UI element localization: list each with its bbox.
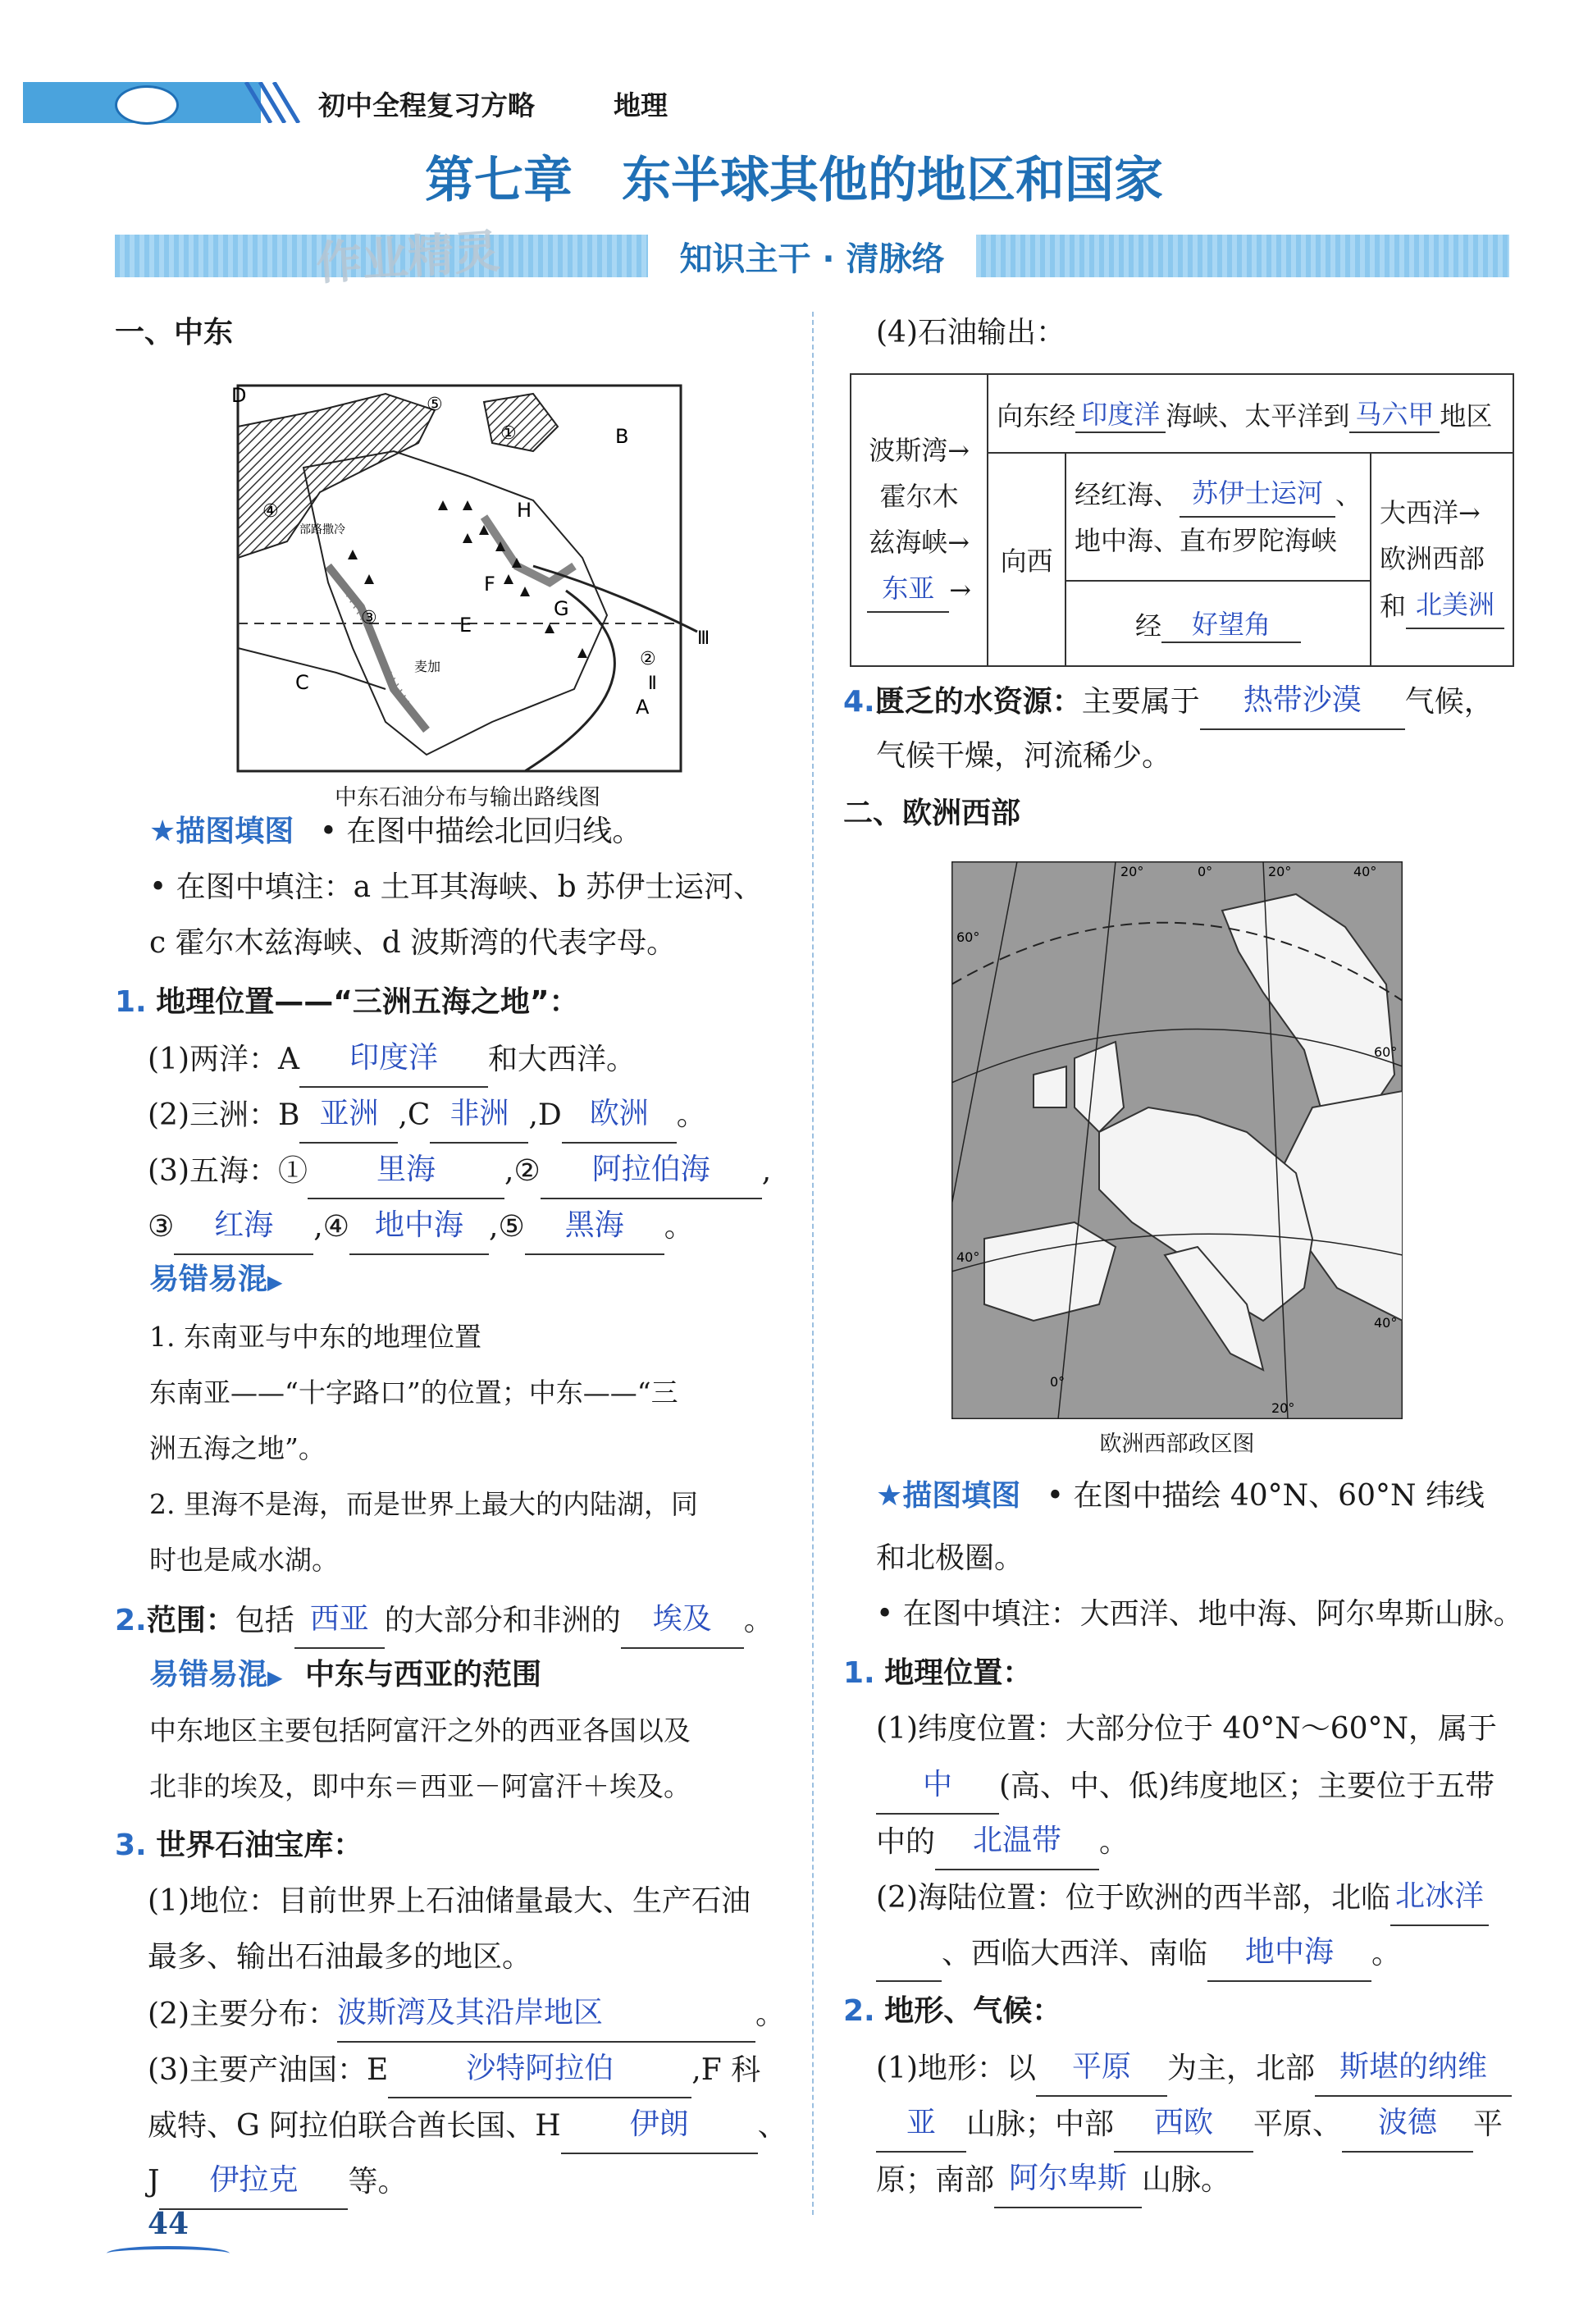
tip1-arrow-icon: ▶	[267, 1271, 283, 1294]
q1-3-end1: ,	[761, 1154, 772, 1188]
map1-label-n1: ①	[500, 423, 517, 444]
map1-label-n4: ④	[262, 501, 279, 522]
map2-lat60-left: 60°	[956, 929, 980, 945]
p2-1-answer-4[interactable]: 波德	[1342, 2095, 1473, 2153]
p1-1b-line	[876, 1757, 1494, 1815]
q3-1a: (1)地位：目前世界上石油储量最大、生产石油	[148, 1884, 751, 1918]
q4b-number: 4.	[843, 685, 875, 719]
q1-3-answer-3[interactable]: 红海	[174, 1198, 313, 1255]
table-west-label: 向西	[988, 453, 1066, 666]
table-east-answer-2[interactable]: 马六甲	[1349, 394, 1440, 433]
oil-export-table	[850, 373, 1514, 667]
map1-caption: 中东石油分布与输出路线图	[335, 785, 600, 810]
q1-heading	[115, 975, 579, 1030]
section1-title: 一、中东	[115, 316, 234, 349]
q3-3-line	[148, 2041, 760, 2098]
r-draw-task-1a: • 在图中描绘 40°N、60°N 纬线	[1046, 1479, 1485, 1513]
tip1-2: 东南亚——“十字路口”的位置；中东——“三	[149, 1377, 678, 1409]
q3-3-answer-j[interactable]: 伊拉克	[159, 2153, 348, 2210]
map1-label-g: G	[554, 597, 569, 620]
q3-title: 世界石油宝库：	[156, 1829, 363, 1862]
table-origin-2: 霍尔木	[879, 481, 959, 512]
q1-3-answer-1[interactable]: 里海	[308, 1142, 504, 1199]
q4b-line	[843, 673, 1494, 730]
q1-3-answer-5[interactable]: 黑海	[525, 1198, 664, 1255]
q1-2-mid1: ,C	[398, 1098, 431, 1132]
tip2-label-line	[149, 1647, 541, 1705]
p1-2-answer-1-tail	[876, 1924, 942, 1982]
table-dest-1: 大西洋→	[1379, 496, 1481, 528]
q2-end: 。	[743, 1604, 773, 1637]
q1-title: 地理位置——“三洲五海之地”：	[156, 985, 579, 1019]
q3-3-answer-e[interactable]: 沙特阿拉伯	[388, 2041, 691, 2098]
p1-1b: (高、中、低)纬度地区；主要位于五带	[999, 1769, 1495, 1803]
table-east-prefix: 向东经	[997, 400, 1076, 431]
q3-3c-line	[148, 2153, 407, 2210]
p2-heading	[843, 1984, 1061, 2039]
q2-answer-1[interactable]: 西亚	[294, 1591, 385, 1649]
q1-2-answer-c[interactable]: 非洲	[430, 1086, 528, 1144]
table-dest-answer[interactable]: 北美洲	[1406, 582, 1504, 629]
map2-lat60-right: 60°	[1374, 1044, 1398, 1060]
q1-2-mid2: ,D	[528, 1098, 562, 1132]
table-east-answer-1[interactable]: 印度洋	[1075, 394, 1166, 433]
book-icon	[107, 2246, 230, 2261]
tip1-3: 洲五海之地”。	[149, 1432, 326, 1464]
map2-lat40-right: 40°	[1374, 1315, 1398, 1331]
p2-1a: (1)地形：以	[876, 2052, 1036, 2085]
p1-2a: (2)海陆位置：位于欧洲的西半部，北临	[876, 1881, 1390, 1915]
q1-3-answer-2[interactable]: 阿拉伯海	[541, 1142, 762, 1199]
q1-3-mid4: ,⑤	[489, 1210, 525, 1244]
p1-1a: (1)纬度位置：大部分位于 40°N～60°N，属于	[876, 1712, 1498, 1746]
r-draw-task-2: • 在图中填注：大西洋、地中海、阿尔卑斯山脉。	[876, 1597, 1523, 1631]
q1-3b-prefix: ③	[148, 1210, 175, 1244]
q3-3c-end: 等。	[348, 2165, 408, 2198]
tip2-2: 北非的埃及，即中东＝西亚－阿富汗＋埃及。	[149, 1770, 691, 1802]
p1-title: 地理位置：	[884, 1656, 1033, 1690]
table-origin-answer[interactable]: 东亚	[867, 565, 949, 613]
map2-lon20-right: 20°	[1268, 864, 1292, 879]
draw-task-2a: • 在图中填注：a 土耳其海峡、b 苏伊士运河、	[149, 870, 764, 904]
q2-answer-2[interactable]: 埃及	[621, 1591, 744, 1649]
tip1-5: 时也是咸水湖。	[149, 1544, 339, 1576]
map1-label-e: E	[459, 614, 472, 637]
map1-label-c: C	[295, 671, 309, 694]
p2-1c-line	[876, 2095, 1503, 2153]
q3-number: 3.	[115, 1829, 147, 1862]
watermark: 作业精灵	[314, 225, 502, 291]
q1-3-mid1: ,②	[504, 1154, 541, 1188]
q3-3b-text: 威特、G 阿拉伯联合酋长国、H	[148, 2109, 561, 2143]
map1-label-b: B	[615, 425, 629, 448]
p2-1-answer-5[interactable]: 阿尔卑斯	[994, 2151, 1142, 2208]
p1-2a-line	[876, 1869, 1489, 1926]
header-subject: 地理	[614, 89, 668, 121]
q1-3-line	[148, 1142, 771, 1199]
map2-lon20-bottom: 20°	[1271, 1400, 1295, 1416]
table-west-r2-prefix: 经	[1134, 610, 1161, 641]
p2-1-answer-2[interactable]: 斯堪的纳维	[1315, 2039, 1512, 2097]
map1-label-a: A	[636, 696, 650, 719]
q3-3-mid: ,F 科	[691, 2053, 761, 2087]
q1-2-answer-d[interactable]: 欧洲	[562, 1086, 677, 1144]
page-number: 44	[148, 2207, 189, 2241]
q3-2-answer[interactable]: 波斯湾及其沿岸地区	[337, 1985, 755, 2043]
draw-task-2b: c 霍尔木兹海峡、d 波斯湾的代表字母。	[149, 926, 677, 960]
q1-2-end: 。	[676, 1098, 706, 1132]
p1-number: 1.	[843, 1656, 875, 1690]
tip1-label-line	[149, 1252, 282, 1310]
q1-3-answer-4[interactable]: 地中海	[349, 1198, 489, 1255]
table-dest-3: 和	[1379, 590, 1406, 622]
p2-1e: 平	[1473, 2107, 1504, 2141]
table-west-r1-b: 地中海、直布罗陀海峡	[1074, 524, 1337, 556]
q4b-text1: 主要属于	[1081, 685, 1200, 719]
p1-2-answer-1[interactable]: 北冰洋	[1390, 1869, 1489, 1926]
table-west-route1: 经红海、 苏伊士运河 、 地中海、直布罗陀海峡	[1066, 453, 1371, 581]
q3-3-answer-h[interactable]: 伊朗	[561, 2097, 758, 2154]
draw-task-line1	[149, 804, 641, 860]
q3-2-prefix: (2)主要分布：	[148, 1998, 337, 2031]
table-origin-1: 波斯湾→	[869, 435, 970, 466]
column-divider	[812, 312, 814, 2215]
p2-1-answer-1[interactable]: 平原	[1036, 2039, 1167, 2097]
q1-3-end2: 。	[664, 1210, 694, 1244]
p1-2b-line	[876, 1924, 1401, 1982]
middle-east-map	[221, 377, 714, 779]
p1-2b: 、西临大西洋、南临	[942, 1937, 1208, 1970]
q1-2-answer-b[interactable]: 亚洲	[299, 1086, 398, 1144]
map1-label-d: D	[231, 384, 247, 407]
header-series: 初中全程复习方略	[318, 89, 535, 121]
map1-label-n3: ③	[361, 608, 377, 628]
q2-number: 2.	[115, 1604, 147, 1637]
p2-number: 2.	[843, 1994, 875, 2028]
tip1-label: 易错易混	[149, 1262, 268, 1296]
p2-title: 地形、气候：	[884, 1994, 1062, 2028]
draw-task-1: • 在图中描绘北回归线。	[319, 815, 642, 848]
q3-3c-prefix: J	[148, 2165, 160, 2198]
table-origin-cell: 波斯湾→ 霍尔木 兹海峡→ 东亚 →	[851, 374, 988, 666]
p1-1c-end: 。	[1099, 1825, 1129, 1859]
map2-lon0: 0°	[1198, 864, 1213, 879]
q3-1b: 最多、输出石油最多的地区。	[148, 1940, 532, 1974]
q1-3b-line	[148, 1198, 694, 1255]
q1-3-prefix: (3)五海：①	[148, 1154, 308, 1188]
header-slashes	[242, 82, 308, 123]
p2-1-answer-2-tail[interactable]: 亚	[876, 2095, 966, 2153]
q1-number: 1.	[115, 985, 147, 1019]
q1-1-line	[148, 1030, 636, 1088]
header-logo	[115, 85, 179, 125]
map1-label-mecca: 麦加	[414, 659, 441, 674]
q2-line	[115, 1591, 773, 1649]
q2-text2: 的大部分和非洲的	[384, 1604, 621, 1637]
table-dest-cell	[1371, 453, 1513, 666]
p2-1g: 山脉。	[1142, 2163, 1231, 2197]
p2-1c: 山脉；中部	[966, 2107, 1115, 2141]
q3-2-line	[148, 1985, 785, 2043]
p2-1-answer-3[interactable]: 西欧	[1114, 2095, 1253, 2153]
map2-lon20-left: 20°	[1120, 864, 1144, 879]
tip1-4: 2. 里海不是海，而是世界上最大的内陆湖，同	[149, 1488, 698, 1520]
q3-heading	[115, 1818, 363, 1874]
band-title: 知识主干 · 清脉络	[679, 240, 945, 278]
q1-1-prefix: (1)两洋：A	[148, 1043, 299, 1076]
western-europe-map	[951, 861, 1403, 1419]
q4-title: (4)石油输出：	[876, 316, 1066, 349]
draw-task-label: ★描图填图	[149, 815, 294, 848]
table-east-cell	[988, 374, 1513, 453]
table-origin-3: 兹海峡→	[869, 527, 970, 558]
p1-2-answer-2[interactable]: 地中海	[1207, 1924, 1371, 1982]
r-draw-task-line1	[876, 1468, 1485, 1524]
p2-1a-line	[876, 2039, 1512, 2097]
table-dest-2: 欧洲西部	[1379, 542, 1485, 574]
tip2-label: 易错易混	[149, 1658, 268, 1692]
table-east-suffix: 地区	[1440, 400, 1493, 431]
map1-label-ii: Ⅱ	[648, 673, 657, 694]
chapter-title: 第七章 东半球其他的地区和国家	[425, 152, 1163, 209]
map1-label-jerusalem: 部路撒冷	[299, 523, 345, 536]
p1-1c-prefix: 中的	[876, 1825, 936, 1859]
q3-2-end: 。	[755, 1998, 786, 2031]
map2-lon0-bottom: 0°	[1050, 1374, 1066, 1390]
p2-1d: 平原、	[1253, 2107, 1343, 2141]
tip1-1: 1. 东南亚与中东的地理位置	[149, 1321, 481, 1353]
map1-label-h: H	[517, 499, 532, 522]
q3-3b-line	[148, 2097, 787, 2154]
table-west-r1-a: 经红海、	[1074, 478, 1180, 510]
p2-1b: 为主，北部	[1167, 2052, 1316, 2085]
q3-3-prefix: (3)主要产油国：E	[148, 2053, 389, 2087]
p1-1-answer-2[interactable]: 北温带	[935, 1813, 1099, 1870]
map1-label-n2: ②	[640, 649, 656, 669]
tip2-title: 中东与西亚的范围	[304, 1658, 541, 1692]
map2-caption: 欧洲西部政区图	[1099, 1431, 1255, 1457]
q3-3b-end: 、	[757, 2109, 787, 2143]
tip2-arrow-icon: ▶	[267, 1666, 283, 1689]
map1-label-f: F	[484, 573, 495, 596]
section2-title: 二、欧洲西部	[843, 797, 1021, 830]
q4b-title: 匮乏的水资源：	[874, 685, 1082, 719]
p2-1f: 原；南部	[876, 2163, 995, 2197]
r-draw-task-label: ★描图填图	[876, 1479, 1021, 1513]
p1-1c-line	[876, 1813, 1129, 1870]
p1-1-answer-1[interactable]: 中	[876, 1757, 999, 1815]
q2-title: 范围：	[146, 1604, 235, 1637]
q4b-text3: 气候干燥，河流稀少。	[876, 739, 1172, 773]
p1-heading	[843, 1646, 1032, 1701]
q1-3-mid3: ,④	[313, 1210, 349, 1244]
p1-2-end: 。	[1371, 1937, 1402, 1970]
table-west-r2-answer[interactable]: 好望角	[1161, 604, 1301, 643]
tip2-1: 中东地区主要包括阿富汗之外的西亚各国以及	[149, 1714, 691, 1746]
q4b-answer[interactable]: 热带沙漠	[1200, 673, 1405, 730]
q1-2-prefix: (2)三洲：B	[148, 1098, 300, 1132]
table-west-r1-answer[interactable]: 苏伊士运河	[1180, 470, 1335, 518]
p2-1f-line	[876, 2151, 1230, 2208]
q1-1-answer[interactable]: 印度洋	[299, 1030, 488, 1088]
table-west-route2	[1066, 581, 1371, 666]
map2-lon40: 40°	[1353, 864, 1377, 879]
map1-label-iii: Ⅲ	[697, 628, 710, 649]
map1-label-n5: ⑤	[427, 395, 443, 415]
q2-text1: 包括	[235, 1604, 294, 1637]
map2-lat40-left: 40°	[956, 1249, 980, 1265]
table-east-mid: 海峡、太平洋到	[1166, 400, 1350, 431]
q1-2-line	[148, 1086, 706, 1144]
q4b-text2: 气候，	[1404, 685, 1494, 719]
r-draw-task-1b: 和北极圈。	[876, 1541, 1024, 1575]
q1-1-suffix: 和大西洋。	[488, 1043, 637, 1076]
